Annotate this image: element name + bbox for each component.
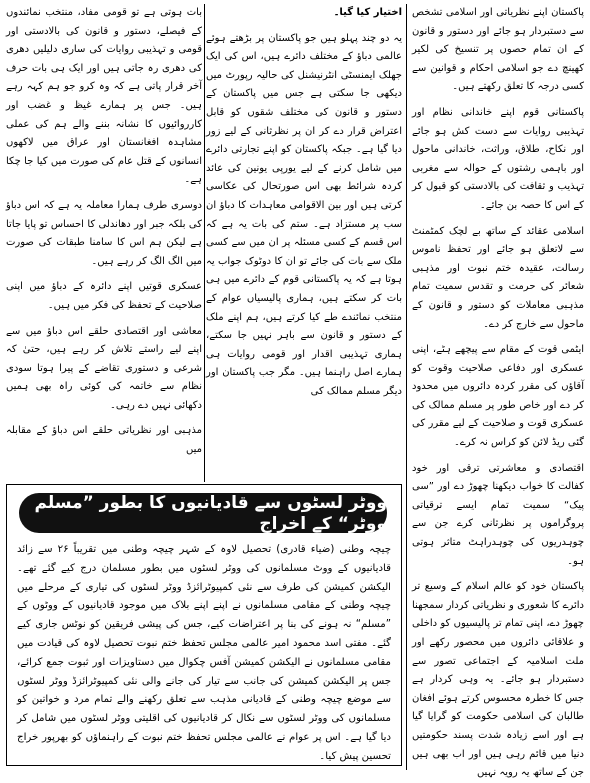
left-paragraph: معاشی اور اقتصادی حلقے اس دباؤ میں سے اپنے لیے راستے تلاش کر رہے ہیں، حتیٰ کہ شرعی و دستوری تقاضے کے پیرا ہوتا سودی نظام سے خاتمہ کی کوئی راہ بھی ہمیں دکھائی نہیں دے رہی۔ [6,325,202,411]
right-paragraph: پاکستان خود کو عالم اسلام کے وسیع تر دائرے کا شعوری و نظریاتی کردار سمجھنا چھوڑ دے، اپنی تمام تر پالیسیوں کو داخلی و علاقائی دائروں میں محصور رکھے اور ملت اسلامیہ کے اجتماعی تصور سے دستبردار ہو جائے۔ یہ وہی کردار ہے جس کا خطرہ محسوس کرتے ہوئے افغان طالبان کی اسلامی حکومت کو گرایا گیا ہے اور اسے زیادہ شدت پسند حکومتیں دنیا میں قائم رہی ہیں اور اب بھی ہیں جن کے ساتھ یہ رویہ نہیں [412,581,584,779]
news-box [6,484,402,766]
right-paragraph: پاکستان اپنے نظریاتی اور اسلامی تشخص سے دستبردار ہو جائے اور دستور و قانون کے ان تمام حصوں پر تنسیخ کی لکیر کھینچ دے جو اسلامی احکام و قوانین سے کسی درجہ کا تعلق رکھتے ہیں۔ [412,7,584,93]
column-divider [406,4,407,770]
column-divider [204,4,205,482]
middle-paragraph: اختیار کیا گیا۔ [333,7,402,18]
middle-column [206,4,402,482]
left-paragraph: بات ہوتی ہے تو قومی مفاد، منتخب نمائندوں کے فیصلے، دستور و قانون کی بالادستی اور قومی و تہذیبی روایات کی ساری دلیلیں دھری کی دھری رہ جاتی ہیں اور ایک ہی بات حرف آخر قرار پاتی ہے کہ وہ کرو جو ہم کہہ رہے ہیں۔ جس پر ہمارے غیظ و غضب اور کارروائیوں کا نشانہ بننے والے ہم کی عملی مشاہدہ افغانستان اور عراق میں لاکھوں انسانوں کے قتل عام کی صورت میں کیا جا چکا ہے۔ [6,7,202,186]
news-box-title: ووٹر لسٹوں سے قادیانیوں کا بطور ”مسلم ووٹر“ کے اخراج [34,493,387,534]
middle-paragraph: یہ دو چند پہلو ہیں جو پاکستان پر بڑھتے ہوئے عالمی دباؤ کے مختلف دائرے ہیں، اس کی ایک جھلک ایمنسٹی انٹرنیشنل کی حالیہ رپورٹ میں دیکھی جا سکتی ہے جس میں پاکستان کے دستور و قانون کی مختلف شقوں کو قابل اعتراض قرار دے کر ان پر نظرثانی کے لیے زور دیا گیا ہے۔ جبکہ پاکستان کو اپنے تجارتی دائرے میں شامل کرنے کے لیے یورپی یونین کی عائد کردہ شرائط بھی اس صورتحال کی عکاسی کرتی ہیں اور بین الاقوامی معاہدات کا دباؤ ان سب پر مستزاد ہے۔ ستم کی بات یہ ہے کہ اس قسم کے کسی مسئلہ پر ان میں سے کسی ملک سے بات کی جائے تو ان کا دوٹوک جواب یہ ہوتا ہے کہ یہ پاکستانی قوم کے دائرے میں ہی بات کر سکتے ہیں، ہماری پالیسیاں عوام کے منتخب نمائندے طے کیا کرتے ہیں، ہم اپنے ملک کے دستور و قانون سے باہر نہیں جا سکتے، ہماری تہذیبی اقدار اور قومی روایات ہی ہمارے اصل راہنما ہیں۔ مگر جب پاکستان اور دیگر مسلم ممالک کی [206,32,402,397]
news-box-text: چیچہ وطنی (ضیاء قادری) تحصیل لاوہ کے شہر چیچہ وطنی میں تقریباً ۲۶ سے زائد قادیانیوں کے ووٹ مسلمانوں کی ووٹر لسٹوں میں بطور مسلمان درج کیے گئے تھے۔ الیکشن کمیشن کی طرف سے نئی کمپیوٹرائزڈ ووٹر لسٹوں کی تیاری کے مرحلے میں چیچہ وطنی کے مقامی مسلمانوں نے اپنے اپنے بلاک میں موجود قادیانیوں کے ووٹوں کے ”مسلم“ نہ ہونے کی بنا پر اعتراضات کیے، جس کی پیشی فریقین کو نوٹس جاری کیے گئے۔ مفتی اسد محمود امیر عالمی مجلس تحفظ ختم نبوت تحصیل لاوہ کی قیادت میں مقامی مسلمانوں نے الیکشن کمیشن آفس چکوال میں دستاویزات اور ثبوت جمع کرائے، جس پر الیکشن کمیشن کی جانب سے تیار کی جانے والی نئی کمپیوٹرائزڈ ووٹر لسٹوں سے موضع چیچہ وطنی کے قادیانی مذہب سے تعلق رکھنے والے تمام مرد و خواتین کو مسلمانوں کی ووٹر لسٹوں سے نکال کر قادیانیوں کی اقلیتی ووٹر لسٹوں میں شامل کر دیا گیا ہے۔ اس پر عوام نے عالمی مجلس تحفظ ختم نبوت کے راہنماؤں کو بھرپور خراج تحسین پیش کیا۔ [17,544,391,762]
right-paragraph: اقتصادی و معاشرتی ترقی اور خود کفالت کا خواب دیکھنا چھوڑ دے اور ”سی پیک“ سمیت تمام ایسے ترقیاتی پروگراموں پر نظرثانی کرے جن سے چوہدریوں کی چوہدراہٹ متاثر ہوتی ہو۔ [412,462,584,567]
left-paragraph: دوسری طرف ہمارا معاملہ یہ ہے کہ اس دباؤ کی بلکہ جبر اور دھاندلی کا احساس تو پایا جاتا ہے لیکن ہم اس کا سامنا طبقات کی صورت میں الگ الگ کر رہے ہیں۔ [6,199,202,267]
news-box-body [17,541,391,763]
right-paragraph: اسلامی عقائد کے ساتھ بے لچک کمٹمنٹ سے لاتعلق ہو جائے اور تحفظ ناموس رسالت، عقیدہ ختم نبوت اور مذہبی شعائر کی حرمت و تقدس سمیت تمام مذہبی معاملات کو دستور و قانون کے ماحول سے خارج کر دے۔ [412,225,584,330]
left-paragraph: مذہبی اور نظریاتی حلقے اس دباؤ کے مقابلہ میں [6,425,202,456]
news-box-banner [19,493,387,533]
right-paragraph: ایٹمی قوت کے مقام سے پیچھے ہٹے، اپنی عسکری اور دفاعی صلاحیت وقوت کو آقاؤں کی مقرر کردہ دائروں میں محدود کر دے اور خاص طور پر مسلم ممالک کی عسکری قوت و صلاحیت کے لیے مقرر کی گئی ریڈ لائن کو کراس نہ کرے۔ [412,344,584,449]
left-paragraph: عسکری قوتیں اپنے دائرہ کے دباؤ میں اپنی صلاحیت کے تحفظ کی فکر میں ہیں۔ [6,281,202,311]
left-column [6,4,202,482]
right-column [412,4,584,779]
right-paragraph: پاکستانی قوم اپنے خاندانی نظام اور تہذیبی روایات سے دست کش ہو جائے اور نکاح، طلاق، وراثت، خاندانی ماحول اور باہمی رشتوں کے حوالہ سے مغربی تہذیب و ثقافت کی بالادستی کو قبول کر کے اس کا حصہ بن جائے۔ [412,106,584,211]
